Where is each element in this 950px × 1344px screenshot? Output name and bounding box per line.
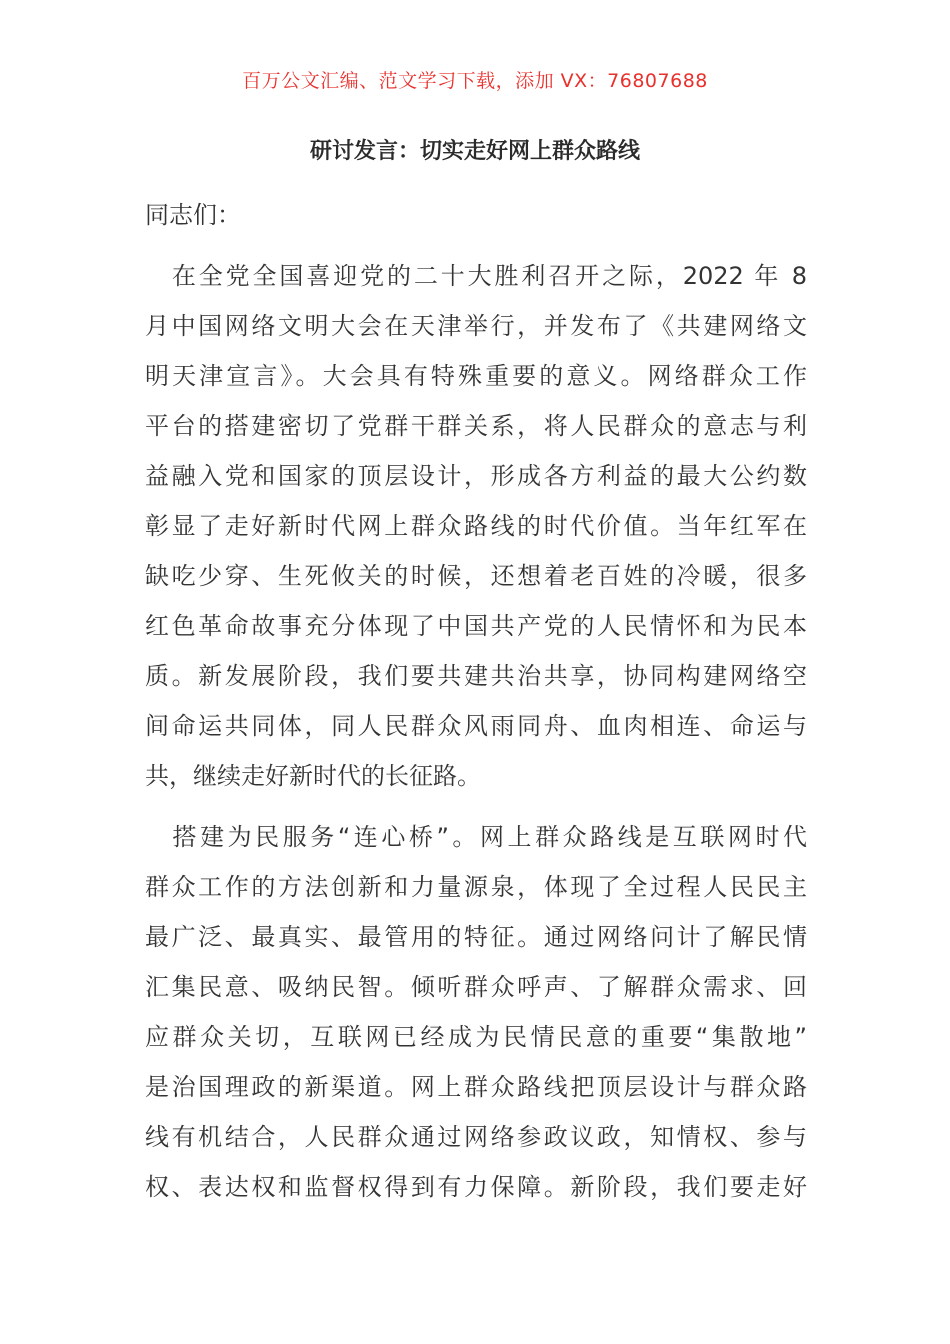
paragraph-line: 缺吃少穿、生死攸关的时候，还想着老百姓的冷暖，很多 [145, 562, 807, 590]
paragraph-line: 彰显了走好新时代网上群众路线的时代价值。当年红军在 [145, 512, 807, 540]
paragraph-line: 明天津宣言》。大会具有特殊重要的意义。网络群众工作 [145, 362, 807, 390]
paragraph-line: 搭建为民服务“连心桥”。网上群众路线是互联网时代 [145, 823, 807, 851]
paragraph-line: 应群众关切，互联网已经成为民情民意的重要“集散地” [145, 1023, 807, 1051]
paragraph-1 [145, 251, 807, 801]
paragraph-line: 是治国理政的新渠道。网上群众路线把顶层设计与群众路 [145, 1073, 807, 1101]
salutation: 同志们： [145, 201, 241, 229]
paragraph-line: 在全党全国喜迎党的二十大胜利召开之际，2022 年 8 [145, 262, 807, 290]
paragraph-line: 共，继续走好新时代的长征路。 [145, 762, 481, 790]
paragraph-line: 月中国网络文明大会在天津举行，并发布了《共建网络文 [145, 312, 807, 340]
paragraph-2 [145, 812, 807, 1212]
paragraph-line: 线有机结合，人民群众通过网络参政议政，知情权、参与 [145, 1123, 807, 1151]
paragraph-line: 最广泛、最真实、最管用的特征。通过网络问计了解民情 [145, 923, 807, 951]
paragraph-line: 群众工作的方法创新和力量源泉，体现了全过程人民民主 [145, 873, 807, 901]
paragraph-line: 平台的搭建密切了党群干群关系，将人民群众的意志与利 [145, 412, 807, 440]
paragraph-line: 质。新发展阶段，我们要共建共治共享，协同构建网络空 [145, 662, 807, 690]
document-title: 研讨发言：切实走好网上群众路线 [309, 139, 640, 164]
paragraph-line: 益融入党和国家的顶层设计，形成各方利益的最大公约数 [145, 462, 807, 490]
watermark-header-note: 百万公文汇编、范文学习下载，添加 VX：76807688 [242, 70, 708, 92]
paragraph-line: 红色革命故事充分体现了中国共产党的人民情怀和为民本 [145, 612, 807, 640]
paragraph-line: 权、表达权和监督权得到有力保障。新阶段，我们要走好 [145, 1173, 807, 1201]
paragraph-line: 汇集民意、吸纳民智。倾听群众呼声、了解群众需求、回 [145, 973, 807, 1001]
paragraph-line: 间命运共同体，同人民群众风雨同舟、血肉相连、命运与 [145, 712, 807, 740]
